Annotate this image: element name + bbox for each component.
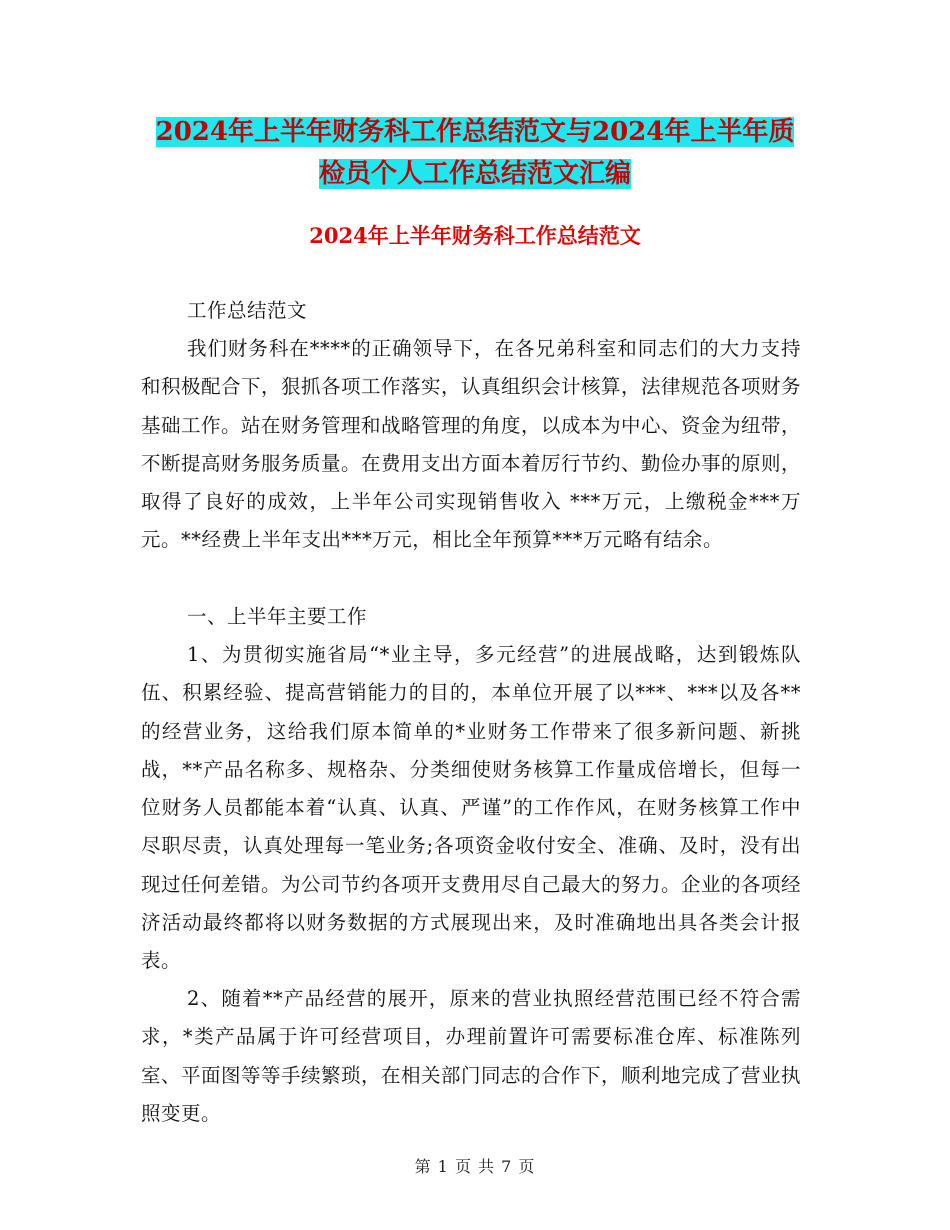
paragraph-subheading: 一、上半年主要工作 (187, 605, 368, 628)
paragraph-item-1: 1、为贯彻实施省局“*业主导，多元经营”的进展战略，达到锻炼队伍、积累经验、提高营销能力的目的，本单位开展了以***、***以及各**的经营业务，这给我们原本简单的*业财务工作带来了很多新问题、新挑战，**产品名称多、规格杂、分类细使财务核算工作量成倍增长，但每一位财务人员都能本着“认真、认真、严谨”的工作作风，在财务核算工作中尽职尽责，认真处理每一笔业务;各项资金收付安全、准确、及时，没有出现过任何差错。为公司节约各项开支费用尽自己最大的努力。企业的各项经济活动最终都将以财务数据的方式展现出来，及时准确地出具各类会计报表。 (141, 643, 802, 973)
document-title-line-1: 2024年上半年财务科工作总结范文与2024年上半年质 (155, 117, 795, 147)
paragraph-item-2: 2、随着**产品经营的展开，原来的营业执照经营范围已经不符合需求，*类产品属于许可经营项目，办理前置许可需要标准仓库、标准陈列室、平面图等等手续繁琐，在相关部门同志的合作下，顺利地完成了营业执照变更。 (141, 987, 802, 1125)
paragraph-heading: 工作总结范文 (187, 299, 308, 322)
document-title-continued (0, 152, 950, 196)
document-title (0, 110, 950, 154)
section-title: 2024年上半年财务科工作总结范文 (309, 223, 641, 248)
page-number-footer: 第 1 页 共 7 页 (414, 1157, 536, 1176)
document-title-line-2: 检员个人工作总结范文汇编 (318, 159, 631, 189)
paragraph-intro: 我们财务科在****的正确领导下，在各兄弟科室和同志们的大力支持和积极配合下，狠抓各项工作落实，认真组织会计核算，法律规范各项财务基础工作。站在财务管理和战略管理的角度，以成本为中心、资金为纽带，不断提高财务服务质量。在费用支出方面本着厉行节约、勤俭办事的原则，取得了良好的成效，上半年公司实现销售收入 ***万元，上缴税金***万元。**经费上半年支出***万元，相比全年预算***万元略有结余。 (141, 337, 802, 552)
